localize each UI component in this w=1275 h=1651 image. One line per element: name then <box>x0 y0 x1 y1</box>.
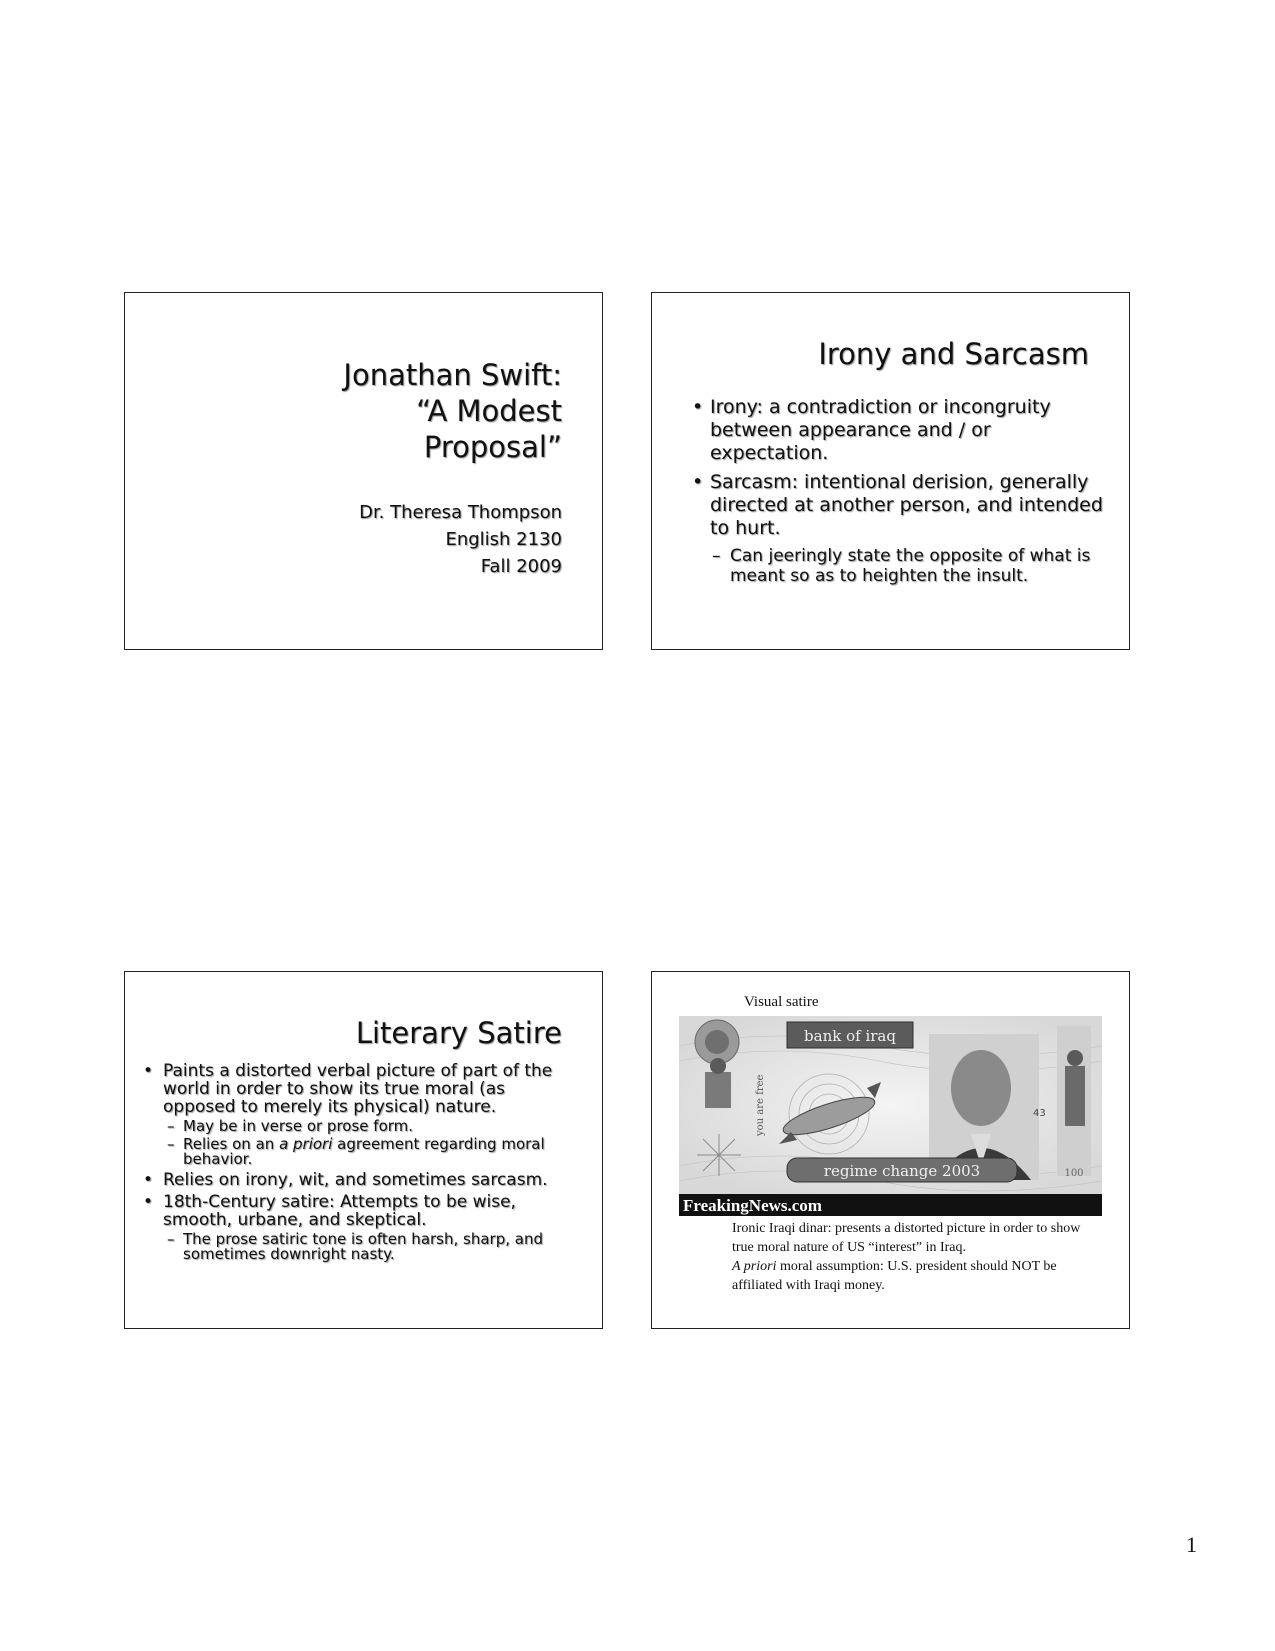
soldier-right-icon <box>1057 1026 1091 1176</box>
text-run: agreement regarding moral behavior. <box>183 1135 545 1168</box>
title-line: “A Modest <box>416 394 562 428</box>
slide-2-title: Irony and Sarcasm <box>818 337 1089 371</box>
bullet: • 18th-Century satire: Attempts to be wise, smooth, urbane, and skeptical. <box>143 1193 563 1229</box>
page-number: 1 <box>1186 1532 1197 1557</box>
slide-1 <box>124 292 603 650</box>
author: Dr. Theresa Thompson <box>359 502 562 523</box>
bill-header-text: bank of iraq <box>804 1027 896 1045</box>
sub-bullet: – The prose satiric tone is often harsh, sharp, and sometimes downright nasty. <box>143 1232 563 1262</box>
sub-bullet: – Can jeeringly state the opposite of what is meant so as to heighten the insult. <box>692 546 1112 586</box>
sub-bullet <box>143 1137 563 1167</box>
slide-3-title: Literary Satire <box>355 1016 562 1050</box>
sun-face-icon <box>695 1020 739 1064</box>
slide-2 <box>651 292 1130 650</box>
bill-corner-number: 100 <box>1064 1168 1084 1179</box>
caption-line <box>732 1257 1092 1295</box>
course: English 2130 <box>445 529 562 550</box>
bullet: • Irony: a contradiction or incongruity between appearance and / or expectation. <box>692 396 1112 465</box>
slide-3-bullets <box>143 1058 563 1262</box>
bullet: • Relies on irony, wit, and sometimes sarcasm. <box>143 1171 563 1189</box>
title-line: Jonathan Swift: <box>343 358 562 392</box>
slide-1-info <box>262 499 562 580</box>
text-run-italic: a priori <box>279 1135 333 1153</box>
bill-side-text: you are free <box>755 1074 766 1136</box>
slide-4-caption <box>732 1219 1092 1295</box>
slide-2-bullets <box>692 396 1112 586</box>
bullet: • Paints a distorted verbal picture of part of the world in order to show its true moral (as opposed to merely its physical) nature. <box>143 1062 563 1116</box>
text-run: Relies on an <box>183 1135 275 1153</box>
slide-4-title: Visual satire <box>744 994 819 1010</box>
slide-4 <box>651 971 1130 1329</box>
starburst-icon <box>697 1134 741 1176</box>
slide-1-title <box>262 357 562 465</box>
caption-line: Ironic Iraqi dinar: presents a distorted picture in order to show true moral nature of US “interest” in Iraq. <box>732 1221 1081 1255</box>
bill-number: 43 <box>1033 1108 1046 1119</box>
bill-bottom-text: regime change 2003 <box>823 1162 981 1180</box>
watermark-text: FreakingNews.com <box>683 1196 822 1215</box>
caption-italic: A priori <box>732 1259 777 1274</box>
title-line: Proposal” <box>423 430 562 464</box>
satirical-banknote-image <box>679 1016 1102 1216</box>
bullet: • Sarcasm: intentional derision, generally directed at another person, and intended to hurt. <box>692 471 1112 540</box>
slide-3 <box>124 971 603 1329</box>
sub-bullet: – May be in verse or prose form. <box>143 1119 563 1134</box>
term: Fall 2009 <box>480 556 562 577</box>
caption-text: moral assumption: U.S. president should NOT be affiliated with Iraqi money. <box>732 1259 1057 1293</box>
